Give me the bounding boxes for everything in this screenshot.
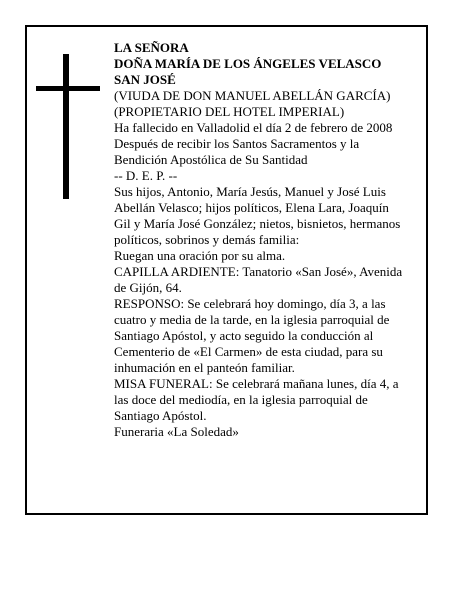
chapel-line-1: CAPILLA ARDIENTE: Tanatorio «San José», Avenida	[114, 264, 403, 279]
chapel-line-2: de Gijón, 64.	[114, 280, 182, 295]
funeral-home-line: Funeraria «La Soledad»	[114, 424, 239, 439]
responso-line-4: Cementerio de «El Carmen» de esta ciudad, para su	[114, 344, 383, 359]
header-line-2: DOÑA MARÍA DE LOS ÁNGELES VELASCO	[114, 56, 382, 71]
mass-line-2: las doce del mediodía, en la iglesia parroquial de	[114, 392, 368, 407]
family-line-2: Abellán Velasco; hijos políticos, Elena Lara, Joaquín	[114, 200, 389, 215]
header-line-1: LA SEÑORA	[114, 40, 189, 55]
mass-line-3: Santiago Apóstol.	[114, 408, 207, 423]
responso-line-5: inhumación en el panteón familiar.	[114, 360, 295, 375]
family-line-4: políticos, sobrinos y demás familia:	[114, 232, 300, 247]
owner-line: (PROPIETARIO DEL HOTEL IMPERIAL)	[114, 104, 345, 119]
header-line-3: SAN JOSÉ	[114, 72, 176, 87]
family-line-3: Gil y María José González; nietos, bisnietos, hermanos	[114, 216, 401, 231]
prayer-line: Ruegan una oración por su alma.	[114, 248, 286, 263]
died-line-2: Después de recibir los Santos Sacramentos y la	[114, 136, 360, 151]
widow-line: (VIUDA DE DON MANUEL ABELLÁN GARCÍA)	[114, 88, 391, 103]
cross-vertical-bar	[63, 54, 69, 199]
obituary-text	[114, 40, 422, 440]
responso-line-1: RESPONSO: Se celebrará hoy domingo, día 3, a las	[114, 296, 386, 311]
died-line-3: Bendición Apostólica de Su Santidad	[114, 152, 308, 167]
died-line-1: Ha fallecido en Valladolid el día 2 de febrero de 2008	[114, 120, 393, 135]
cross-icon	[36, 54, 100, 199]
cross-horizontal-bar	[36, 86, 100, 91]
mass-line-1: MISA FUNERAL: Se celebrará mañana lunes, día 4, a	[114, 376, 399, 391]
family-line-1: Sus hijos, Antonio, María Jesús, Manuel y José Luis	[114, 184, 386, 199]
responso-line-2: cuatro y media de la tarde, en la iglesia parroquial de	[114, 312, 390, 327]
responso-line-3: Santiago Apóstol, y acto seguido la conducción al	[114, 328, 374, 343]
dep-line: -- D. E. P. --	[114, 168, 178, 183]
